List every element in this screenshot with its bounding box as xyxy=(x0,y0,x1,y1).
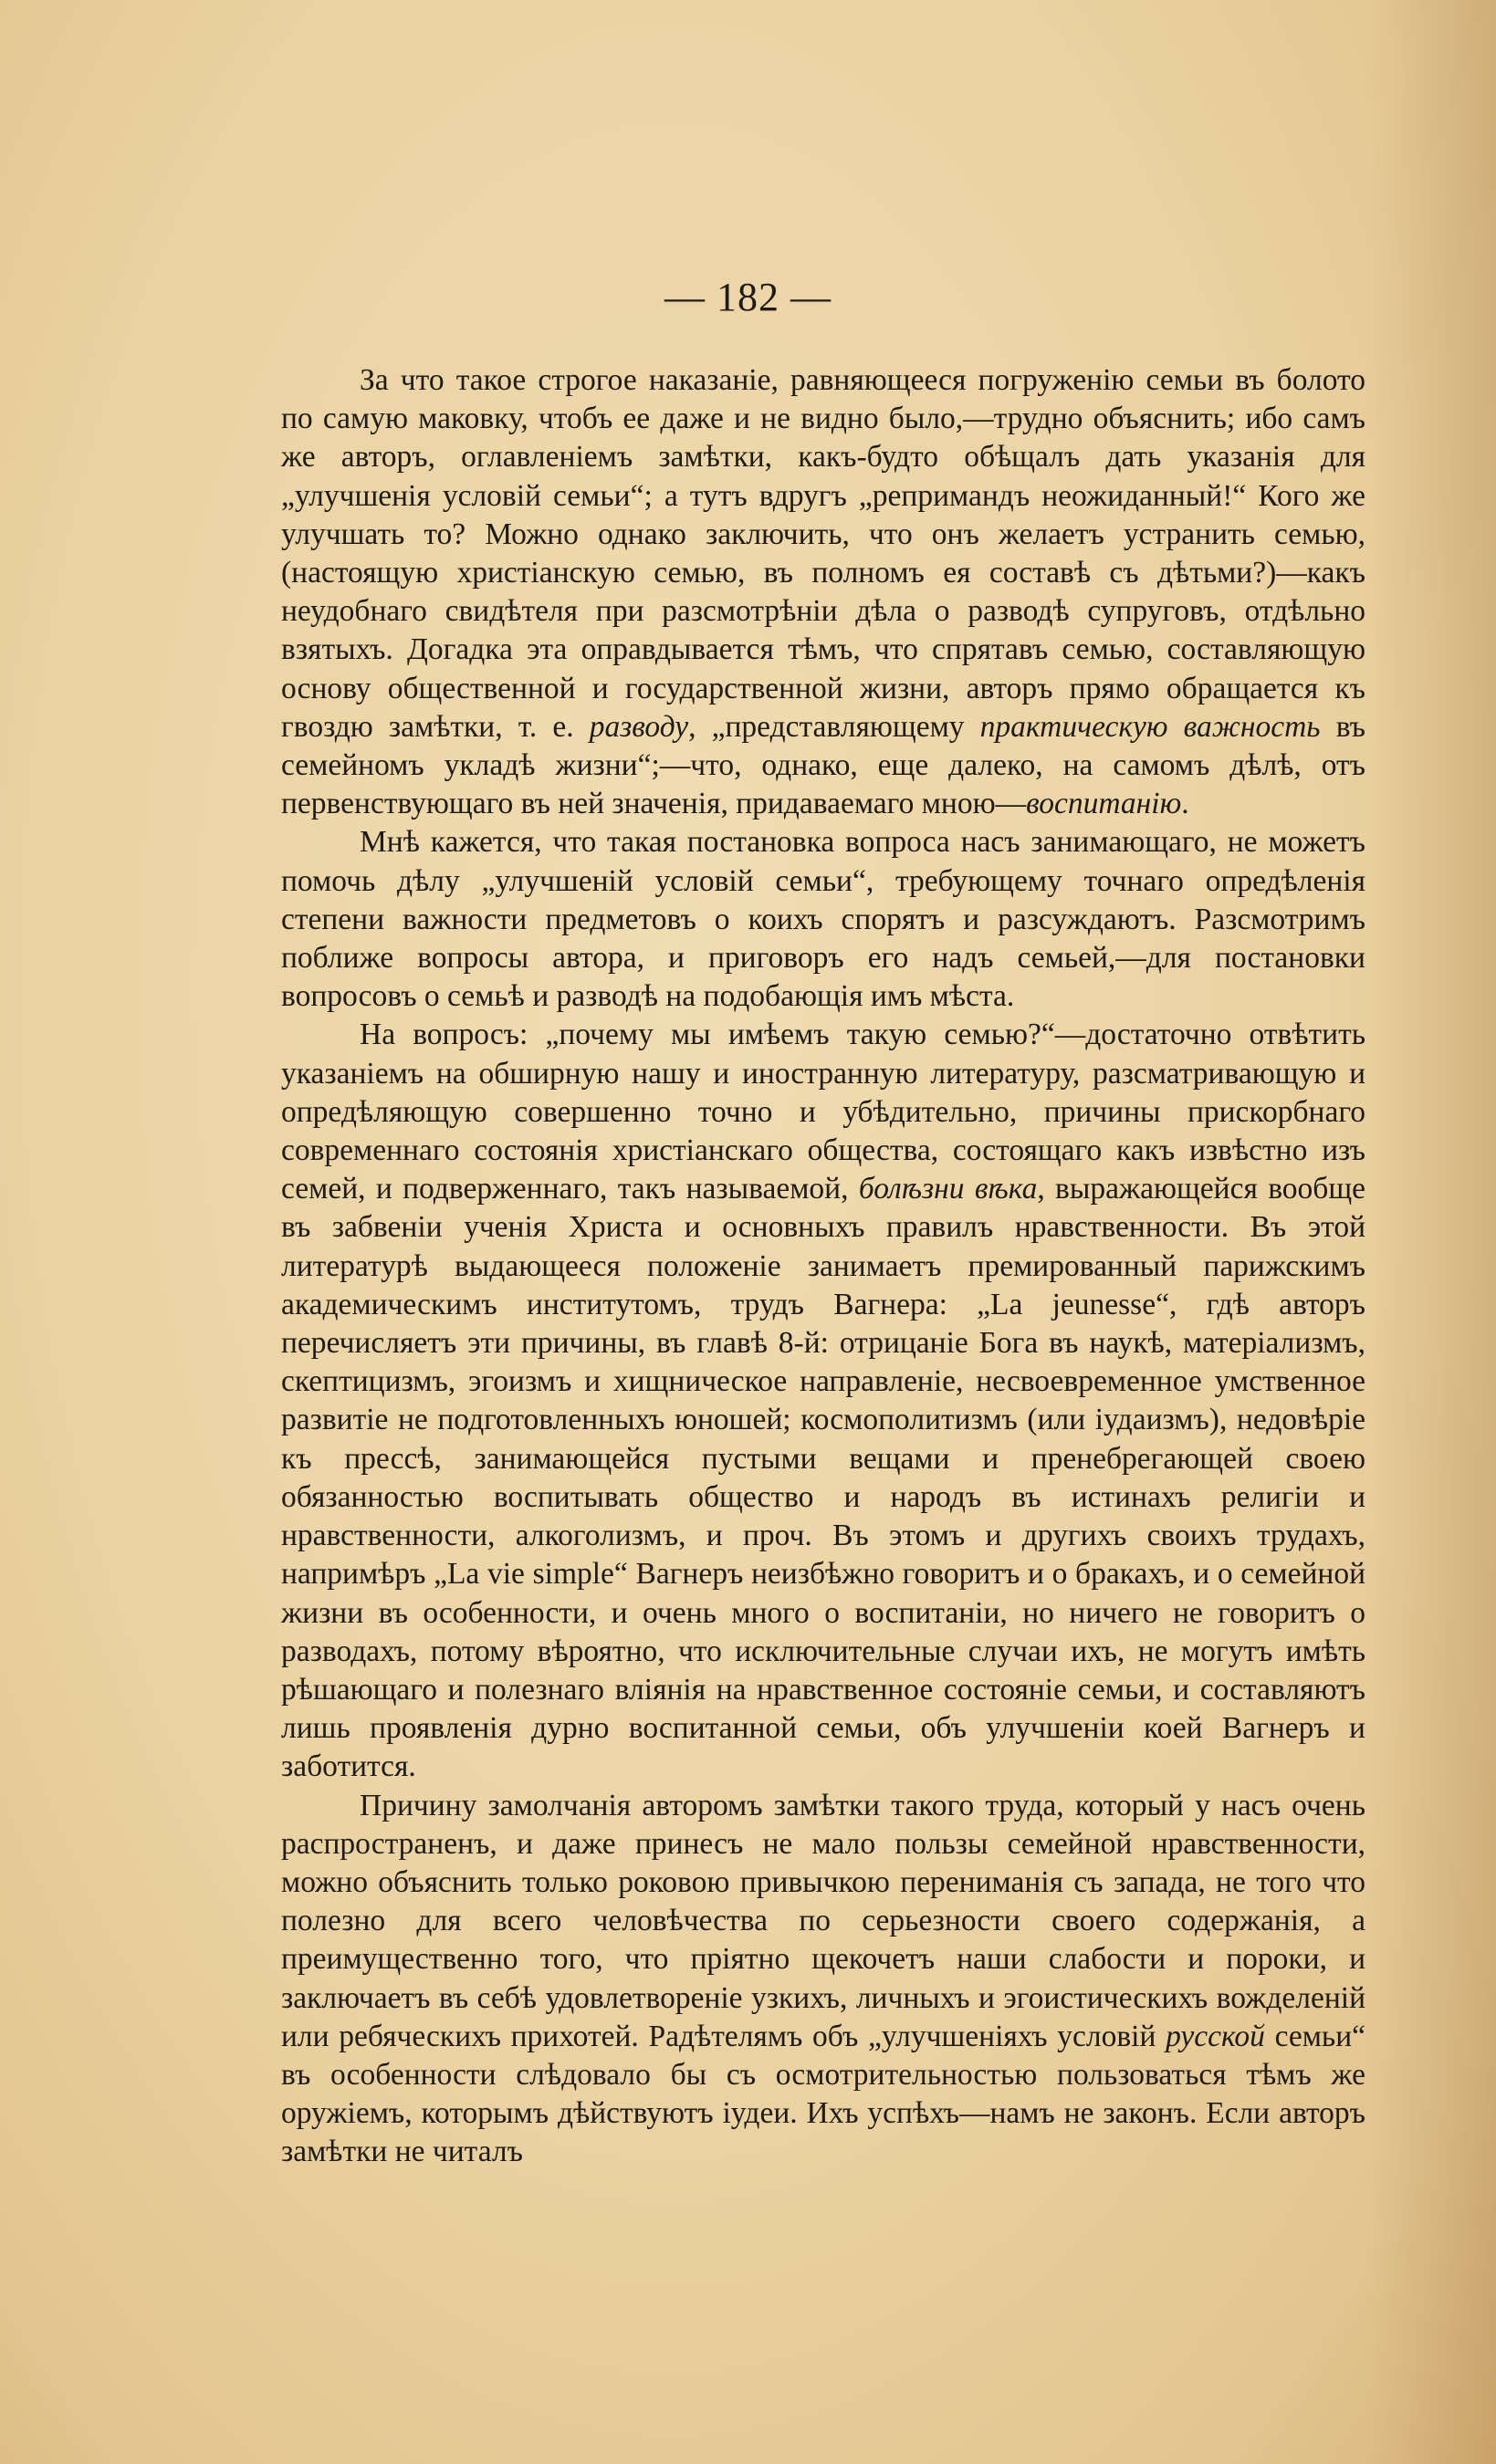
body-text xyxy=(281,361,1365,2172)
emphasis-russkoy: русской xyxy=(1166,2019,1265,2053)
page-number: — 182 — xyxy=(664,275,832,319)
emphasis-bolezni-veka: болѣзни вѣка xyxy=(858,1172,1038,1206)
emphasis-prakticheskuyu-vazhnost: практическую важность xyxy=(979,709,1321,744)
paragraph-4: Причину замолчанія авторомъ замѣтки такого труда, который у насъ очень распространенъ, и даже принесъ не мало пользы семейной нравственности, можно объяснить только роковою привычкою перениманія съ запада, не того что полезно для всего человѣчества по серьезности своего содержанія, а преимущественно того, что пріятно щекочетъ наши слабости и пороки, и заключаетъ въ себѣ удовлетвореніе узкихъ, личныхъ и эгоистическихъ вожделеній или ребяческихъ прихотей. Радѣтелямъ объ „улучшеніяхъ условій русской семьи“ въ особенности слѣдовало бы съ осмотрительностью пользоваться тѣмъ же оружіемъ, которымъ дѣйствуютъ іудеи. Ихъ успѣхъ—намъ не законъ. Если авторъ замѣтки не читалъ xyxy=(281,1788,1366,2169)
paragraph-2: Мнѣ кажется, что такая постановка вопроса насъ занимающаго, не можетъ помочь дѣлу „улучшеній условій семьи“, требующему точнаго опредѣленія степени важности предметовъ о коихъ спорятъ и разсуждаютъ. Разсмотримъ поближе вопросы автора, и приговоръ его надъ семьей,—для постановки вопросовъ о семьѣ и разводѣ на подобающія имъ мѣста. xyxy=(281,825,1365,1014)
emphasis-vospitaniyu: воспитанію xyxy=(1026,787,1182,821)
paragraph-3: На вопросъ: „почему мы имѣемъ такую семью?“—достаточно отвѣтить указаніемъ на обширную нашу и иностранную литературу, разсматривающую и опредѣляющую совершенно точно и убѣдительно, причины прискорбнаго современнаго состоянія христіанскаго общества, состоящаго какъ извѣстно изъ семей, и подверженнаго, такъ называемой, болѣзни вѣка, выражающейся вообще въ забвеніи ученія Христа и основныхъ правилъ нравственности. Въ этой литературѣ выдающееся положеніе занимаетъ премированный парижскимъ академическимъ институтомъ, трудъ Вагнера: „La jeunesse“, гдѣ авторъ перечисляетъ эти причины, въ главѣ 8-й: отрицаніе Бога въ наукѣ, матеріализмъ, скептицизмъ, эгоизмъ и хищническое направленіе, несвоевременное умственное развитіе не подготовленныхъ юношей; космополитизмъ (или іудаизмъ), недовѣріе къ прессѣ, занимающейся пустыми вещами и пренебрегающей своею обязанностью воспитывать общество и народъ въ истинахъ религіи и нравственности, алкоголизмъ, и проч. Въ этомъ и другихъ своихъ трудахъ, напримѣръ „La vie simple“ Вагнеръ неизбѣжно говоритъ и о бракахъ, и о семейной жизни въ особенности, и очень много о воспитаніи, но ничего не говоритъ о разводахъ, потому вѣроятно, что исключительные случаи ихъ, не могутъ имѣть рѣшающаго и полезнаго вліянія на нравственное состояніе семьи, и составляютъ лишь проявленія дурно воспитанной семьи, объ улучшеніи коей Вагнеръ и заботится. xyxy=(281,1018,1366,1784)
emphasis-razvod: разводу xyxy=(589,709,689,744)
paragraph-1: За что такое строгое наказаніе, равняющееся погруженію семьи въ болото по самую маковку, чтобъ ее даже и не видно было,—трудно объяснить; ибо самъ же авторъ, оглавленіемъ замѣтки, какъ-будто обѣщалъ дать указанія для „улучшенія условій семьи“; а тутъ вдругъ „репримандъ неожиданный!“ Кого же улучшать то? Можно однако заключить, что онъ желаетъ устранить семью, (настоящую христіанскую семью, въ полномъ ея составѣ съ дѣтьми?)—какъ неудобнаго свидѣтеля при разсмотрѣніи дѣла о разводѣ супруговъ, отдѣльно взятыхъ. Догадка эта оправдывается тѣмъ, что спрятавъ семью, составляющую основу общественной и государственной жизни, авторъ прямо обращается къ гвоздю замѣтки, т. е. разводу, „представляющему практическую важность въ семейномъ укладѣ жизни“;—что, однако, еще далеко, на самомъ дѣлѣ, отъ первенствующаго въ ней значенія, придаваемаго мною—воспитанію. xyxy=(281,363,1365,821)
